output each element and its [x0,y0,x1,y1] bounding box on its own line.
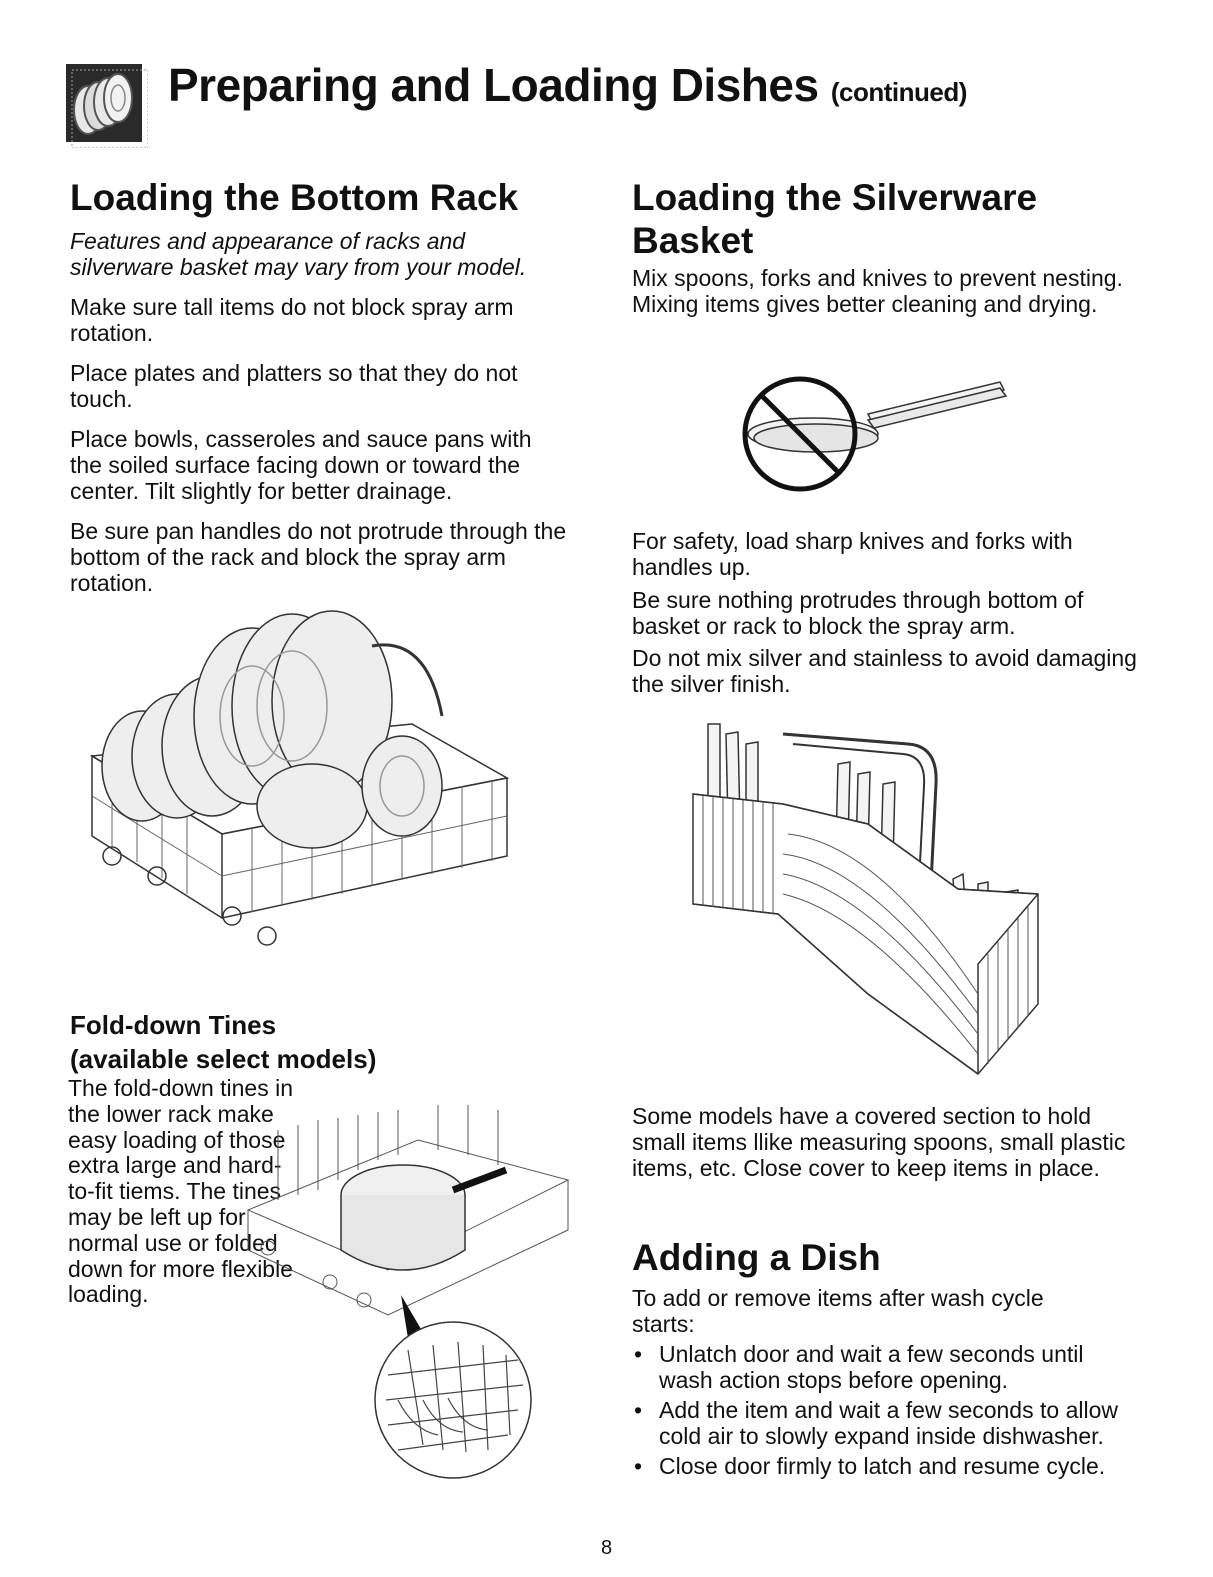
fold-down-subheading: (available select models) [70,1044,377,1074]
silverware-heading-line2: Basket [632,220,754,261]
adding-dish-list [632,1341,1132,1479]
silverware-paragraph: For safety, load sharp knives and forks with handles up. [632,528,1073,580]
fold-down-tines-illustration [238,1100,578,1480]
page-title-text: Preparing and Loading Dishes [168,59,819,111]
stacked-plates-icon [66,64,148,148]
list-item: • Close door firmly to latch and resume cycle. [632,1453,1132,1479]
adding-dish-heading: Adding a Dish [632,1237,881,1278]
silverware-paragraph: Do not mix silver and stainless to avoid damaging the silver finish. [632,645,1137,697]
loaded-bottom-rack-illustration [82,606,512,962]
bottom-rack-paragraph: Place bowls, casseroles and sauce pans with the soiled surface facing down or toward the center. Tilt slightly for better drainage. [70,426,532,504]
bottom-rack-paragraph: Place plates and platters so that they do not touch. [70,360,518,412]
silverware-intro: Mix spoons, forks and knives to prevent nesting. Mixing items gives better cleaning and drying. [632,265,1123,317]
bottom-rack-heading: Loading the Bottom Rack [70,177,519,218]
adding-dish-intro: To add or remove items after wash cycle starts: [632,1285,1044,1337]
page-number: 8 [600,1537,613,1559]
silverware-heading: Loading the Silverware [632,177,1038,218]
bottom-rack-note: Features and appearance of racks and silverware basket may vary from your model. [70,228,527,280]
page-title-suffix: (continued) [830,77,967,107]
fold-down-heading: Fold-down Tines [70,1010,277,1040]
page-title [168,58,967,112]
bottom-rack-paragraph: Make sure tall items do not block spray arm rotation. [70,294,514,346]
silverware-basket-illustration [688,714,1044,1090]
list-item: • Unlatch door and wait a few seconds until wash action stops before opening. [632,1341,1132,1393]
no-nesting-spoons-icon [738,372,1008,496]
covered-section-text: Some models have a covered section to hold small items llike measuring spoons, small plastic items, etc. Close cover to keep items in place. [632,1103,1126,1181]
bottom-rack-paragraph: Be sure pan handles do not protrude through the bottom of the rack and block the spray arm rotation. [70,518,567,596]
list-item: • Add the item and wait a few seconds to allow cold air to slowly expand inside dishwasher. [632,1397,1132,1449]
fold-down-text: The fold-down tines in the lower rack make easy loading of those extra large and hard-to-fit tiems. The tines may be left up for normal use or folded down for more flexible loading. [68,1075,294,1308]
silverware-paragraph: Be sure nothing protrudes through bottom of basket or rack to block the spray arm. [632,587,1084,639]
